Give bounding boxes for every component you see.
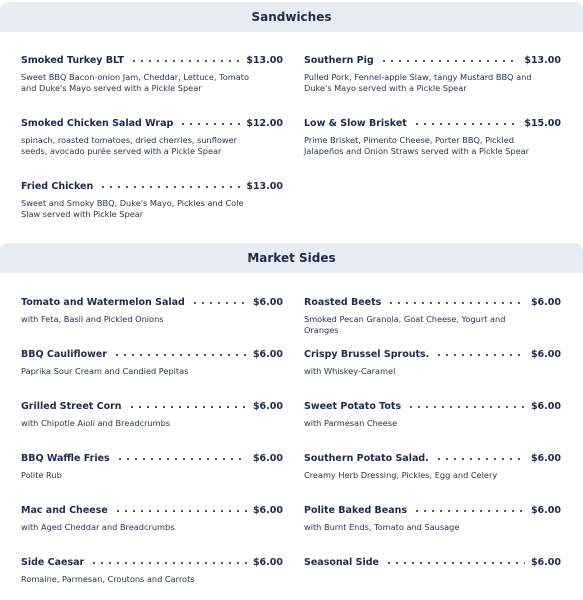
item-description: spinach, roasted tomatoes, dried cherries, sunflower seeds, avocado purée served with a Pickle Spear: [21, 135, 237, 156]
item-name: Tomato and Watermelon Salad: [21, 297, 185, 308]
section-header-market-sides: [0, 243, 583, 273]
menu-item[interactable]: [21, 452, 283, 481]
menu-item[interactable]: [304, 452, 561, 481]
menu-item[interactable]: [21, 504, 283, 533]
item-name: BBQ Cauliflower: [21, 349, 107, 360]
dot-leader: [90, 556, 247, 565]
item-description: with Parmesan Cheese: [304, 418, 398, 428]
item-description: with Chipotle Aioli and Breadcrumbs: [21, 418, 171, 428]
item-description: with Feta, Basil and Pickled Onions: [21, 314, 164, 324]
item-description: Pulled Pork, Fennel-apple Slaw, tangy Mustard BBQ and Duke's Mayo served with a Pickle Spear: [304, 72, 532, 93]
item-name: Smoked Chicken Salad Wrap: [21, 118, 174, 129]
item-description: with Whiskey-Caramel: [304, 366, 396, 376]
menu-item[interactable]: [304, 400, 561, 429]
item-name: Roasted Beets: [304, 297, 382, 308]
menu-item[interactable]: [304, 117, 561, 157]
dot-leader: [435, 452, 525, 461]
menu-item[interactable]: [304, 556, 561, 570]
menu-item[interactable]: [304, 504, 561, 533]
menu-item[interactable]: [21, 117, 283, 157]
item-price: $6.00: [252, 349, 283, 360]
dot-leader: [435, 348, 525, 357]
item-price: $13.00: [246, 55, 283, 66]
item-description: Prime Brisket, Pimento Cheese, Porter BBQ, Pickled Jalapeños and Onion Straws served with a Pickle Spear: [304, 135, 530, 156]
item-description: Smoked Pecan Granola, Goat Cheese, Yogurt and Oranges: [304, 314, 506, 335]
item-name: Mac and Cheese: [21, 505, 108, 516]
item-description: with Burnt Ends, Tomato and Sausage: [304, 522, 460, 532]
section-title: Market Sides: [247, 251, 336, 265]
item-price: $13.00: [246, 181, 283, 192]
item-name: Crispy Brussel Sprouts.: [304, 349, 430, 360]
item-description: Romaine, Parmesan, Croutons and Carrots: [21, 574, 195, 584]
item-price: $6.00: [252, 505, 283, 516]
dot-leader: [413, 504, 525, 513]
section-header-sandwiches: [0, 2, 583, 32]
item-name: Low & Slow Brisket: [304, 118, 407, 129]
item-description: with Aged Cheddar and Breadcrumbs: [21, 522, 175, 532]
dot-leader: [114, 504, 247, 513]
menu-item[interactable]: [21, 54, 283, 94]
item-price: $6.00: [530, 557, 561, 568]
dot-leader: [387, 296, 525, 305]
item-price: $15.00: [524, 118, 561, 129]
menu-item[interactable]: [21, 556, 283, 585]
dot-leader: [128, 400, 247, 409]
item-name: Southern Potato Salad.: [304, 453, 429, 464]
item-description: Sweet and Smoky BBQ, Duke's Mayo, Pickles and Cole Slaw served with Pickle Spear: [21, 198, 244, 219]
item-name: Seasonal Side: [304, 557, 379, 568]
item-price: $13.00: [524, 55, 561, 66]
item-description: Polite Rub: [21, 470, 62, 480]
item-name: Sweet Potato Tots: [304, 401, 402, 412]
dot-leader: [130, 54, 240, 63]
item-price: $6.00: [252, 557, 283, 568]
item-description: Paprika Sour Cream and Candied Pepitas: [21, 366, 189, 376]
dot-leader: [191, 296, 247, 305]
item-price: $12.00: [246, 118, 283, 129]
menu-item[interactable]: [304, 54, 561, 94]
dot-leader: [385, 556, 525, 565]
menu-item[interactable]: [304, 296, 561, 336]
item-price: $6.00: [530, 401, 561, 412]
dot-leader: [179, 117, 240, 126]
dot-leader: [380, 54, 519, 63]
dot-leader: [113, 348, 247, 357]
item-name: Grilled Street Corn: [21, 401, 122, 412]
dot-leader: [99, 180, 240, 189]
item-description: Creamy Herb Dressing, Pickles, Egg and Celery: [304, 470, 498, 480]
item-price: $6.00: [252, 453, 283, 464]
item-price: $6.00: [530, 453, 561, 464]
item-price: $6.00: [252, 297, 283, 308]
menu-item[interactable]: [304, 348, 561, 377]
menu-item[interactable]: [21, 180, 283, 220]
item-name: Southern Pig: [304, 55, 374, 66]
item-name: Polite Baked Beans: [304, 505, 408, 516]
item-price: $6.00: [530, 297, 561, 308]
dot-leader: [116, 452, 247, 461]
menu-item[interactable]: [21, 348, 283, 377]
item-description: Sweet BBQ Bacon-onion Jam, Cheddar, Lettuce, Tomato and Duke's Mayo served with a Pickle Spear: [21, 72, 249, 93]
item-name: Smoked Turkey BLT: [21, 55, 124, 66]
item-name: Fried Chicken: [21, 181, 94, 192]
item-price: $6.00: [252, 401, 283, 412]
dot-leader: [413, 117, 518, 126]
item-price: $6.00: [530, 349, 561, 360]
section-title: Sandwiches: [251, 10, 332, 24]
menu-item[interactable]: [21, 400, 283, 429]
menu-item[interactable]: [21, 296, 283, 325]
item-name: Side Caesar: [21, 557, 85, 568]
item-price: $6.00: [530, 505, 561, 516]
dot-leader: [407, 400, 525, 409]
item-name: BBQ Waffle Fries: [21, 453, 110, 464]
